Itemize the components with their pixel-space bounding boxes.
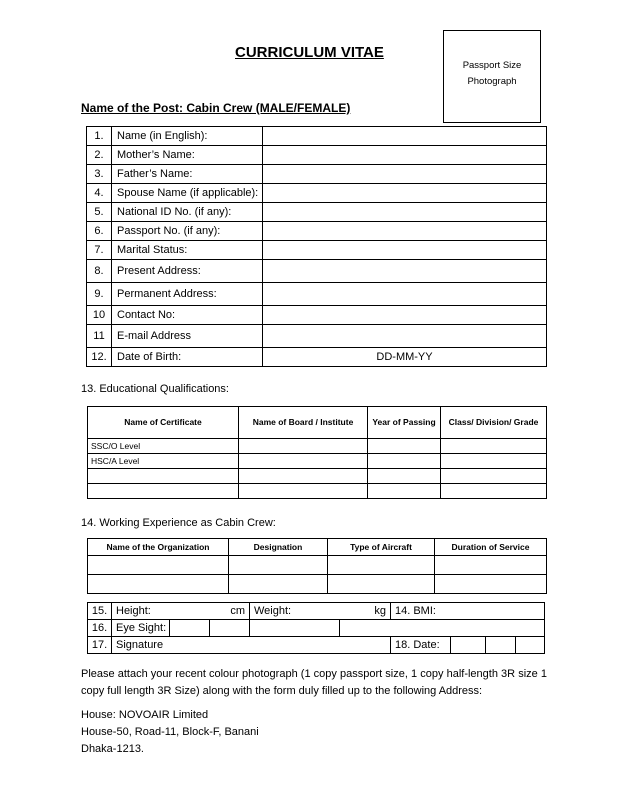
table-row bbox=[88, 469, 547, 484]
table-row bbox=[87, 306, 547, 325]
certificate-cell[interactable] bbox=[88, 469, 239, 484]
table-row bbox=[87, 127, 547, 146]
row-number: 8. bbox=[87, 260, 112, 283]
field-label: Date of Birth: bbox=[112, 348, 263, 367]
work-cell[interactable] bbox=[229, 575, 328, 594]
certificate-cell[interactable]: HSC/A Level bbox=[88, 454, 239, 469]
table-row bbox=[88, 454, 547, 469]
row-number: 5. bbox=[87, 203, 112, 222]
field-value[interactable] bbox=[263, 222, 547, 241]
work-header-designation: Designation bbox=[229, 539, 328, 556]
post-title: Name of the Post: Cabin Crew (MALE/FEMALE) bbox=[81, 101, 351, 115]
personal-info-table bbox=[86, 126, 547, 367]
grade-cell[interactable] bbox=[441, 484, 547, 499]
row-number: 12. bbox=[87, 348, 112, 367]
date-label: 18. Date: bbox=[391, 637, 451, 654]
year-cell[interactable] bbox=[368, 484, 441, 499]
photo-label-line1: Passport Size bbox=[462, 60, 522, 71]
field-value[interactable] bbox=[263, 165, 547, 184]
grade-cell[interactable] bbox=[441, 439, 547, 454]
eye-sight-label: Eye Sight: bbox=[112, 620, 170, 637]
row-number: 9. bbox=[87, 283, 112, 306]
field-label: E-mail Address bbox=[112, 325, 263, 348]
table-row bbox=[87, 222, 547, 241]
table-row bbox=[87, 325, 547, 348]
table-row bbox=[88, 556, 547, 575]
table-row bbox=[87, 260, 547, 283]
table-row bbox=[87, 283, 547, 306]
field-value[interactable] bbox=[263, 203, 547, 222]
field-label: Passport No. (if any): bbox=[112, 222, 263, 241]
height-label: Height: bbox=[116, 605, 151, 617]
photo-label-line2: Photograph bbox=[467, 76, 517, 87]
edu-header-grade: Class/ Division/ Grade bbox=[441, 407, 547, 439]
work-section-label: 14. Working Experience as Cabin Crew: bbox=[81, 517, 276, 529]
work-cell[interactable] bbox=[328, 556, 435, 575]
field-value[interactable] bbox=[263, 184, 547, 203]
board-cell[interactable] bbox=[239, 454, 368, 469]
work-header-organization: Name of the Organization bbox=[88, 539, 229, 556]
weight-field[interactable] bbox=[250, 603, 391, 620]
height-field[interactable] bbox=[112, 603, 250, 620]
row-number: 10 bbox=[87, 306, 112, 325]
address-line: House-50, Road-11, Block-F, Banani bbox=[81, 726, 259, 738]
education-table bbox=[87, 406, 547, 499]
row-number: 6. bbox=[87, 222, 112, 241]
address-line: House: NOVOAIR Limited bbox=[81, 709, 209, 721]
address-line: Dhaka-1213. bbox=[81, 743, 144, 755]
physical-info-table bbox=[87, 602, 545, 654]
work-cell[interactable] bbox=[328, 575, 435, 594]
mailing-address bbox=[81, 707, 259, 758]
height-unit: cm bbox=[230, 605, 245, 617]
field-value[interactable] bbox=[263, 241, 547, 260]
row-number: 4. bbox=[87, 184, 112, 203]
date-cell[interactable] bbox=[516, 637, 545, 654]
year-cell[interactable] bbox=[368, 469, 441, 484]
eye-sight-cell[interactable] bbox=[250, 620, 340, 637]
field-label: Present Address: bbox=[112, 260, 263, 283]
field-label: Contact No: bbox=[112, 306, 263, 325]
table-row bbox=[88, 575, 547, 594]
field-value[interactable] bbox=[263, 283, 547, 306]
field-label: Marital Status: bbox=[112, 241, 263, 260]
work-experience-table bbox=[87, 538, 547, 594]
year-cell[interactable] bbox=[368, 454, 441, 469]
field-label: Spouse Name (if applicable): bbox=[112, 184, 263, 203]
field-value[interactable] bbox=[263, 325, 547, 348]
edu-header-year: Year of Passing bbox=[368, 407, 441, 439]
weight-unit: kg bbox=[374, 605, 386, 617]
table-row bbox=[87, 348, 547, 367]
table-row bbox=[88, 620, 545, 637]
field-value[interactable]: DD-MM-YY bbox=[263, 348, 547, 367]
field-label: Name (in English): bbox=[112, 127, 263, 146]
field-value[interactable] bbox=[263, 306, 547, 325]
row-number: 3. bbox=[87, 165, 112, 184]
row-number: 2. bbox=[87, 146, 112, 165]
education-section-label: 13. Educational Qualifications: bbox=[81, 383, 229, 395]
signature-field[interactable] bbox=[112, 637, 391, 654]
eye-sight-cell[interactable] bbox=[210, 620, 250, 637]
table-row bbox=[88, 484, 547, 499]
field-value[interactable] bbox=[263, 260, 547, 283]
passport-photo-box[interactable] bbox=[443, 30, 541, 123]
field-value[interactable] bbox=[263, 146, 547, 165]
table-row bbox=[87, 184, 547, 203]
work-cell[interactable] bbox=[88, 556, 229, 575]
work-header-aircraft: Type of Aircraft bbox=[328, 539, 435, 556]
grade-cell[interactable] bbox=[441, 454, 547, 469]
row-number: 16. bbox=[88, 620, 112, 637]
weight-label: Weight: bbox=[254, 605, 292, 617]
field-label: National ID No. (if any): bbox=[112, 203, 263, 222]
board-cell[interactable] bbox=[239, 469, 368, 484]
work-cell[interactable] bbox=[88, 575, 229, 594]
work-cell[interactable] bbox=[435, 575, 547, 594]
field-value[interactable] bbox=[263, 127, 547, 146]
work-header-duration: Duration of Service bbox=[435, 539, 547, 556]
certificate-cell[interactable] bbox=[88, 484, 239, 499]
bmi-label: 14. BMI: bbox=[395, 605, 436, 617]
eye-sight-cell[interactable] bbox=[170, 620, 210, 637]
edu-header-board: Name of Board / Institute bbox=[239, 407, 368, 439]
work-cell[interactable] bbox=[435, 556, 547, 575]
board-cell[interactable] bbox=[239, 439, 368, 454]
row-number: 17. bbox=[88, 637, 112, 654]
instructions-text: Please attach your recent colour photograph (1 copy passport size, 1 copy half-length 3R size 1 copy full length 3R Size) along with the form duly filled up to the following Address: bbox=[81, 668, 547, 697]
row-number: 11 bbox=[87, 325, 112, 348]
grade-cell[interactable] bbox=[441, 469, 547, 484]
eye-sight-cell[interactable] bbox=[340, 620, 545, 637]
board-cell[interactable] bbox=[239, 484, 368, 499]
field-label: Father’s Name: bbox=[112, 165, 263, 184]
page-title: CURRICULUM VITAE bbox=[235, 44, 384, 61]
table-row bbox=[88, 439, 547, 454]
table-row bbox=[87, 203, 547, 222]
certificate-cell[interactable]: SSC/O Level bbox=[88, 439, 239, 454]
row-number: 15. bbox=[88, 603, 112, 620]
row-number: 7. bbox=[87, 241, 112, 260]
row-number: 1. bbox=[87, 127, 112, 146]
year-cell[interactable] bbox=[368, 439, 441, 454]
table-row bbox=[87, 241, 547, 260]
table-row bbox=[87, 165, 547, 184]
work-cell[interactable] bbox=[229, 556, 328, 575]
signature-label: Signature bbox=[116, 639, 164, 651]
field-label: Mother’s Name: bbox=[112, 146, 263, 165]
table-row bbox=[88, 603, 545, 620]
edu-header-certificate: Name of Certificate bbox=[88, 407, 239, 439]
date-cell[interactable] bbox=[486, 637, 516, 654]
date-cell[interactable] bbox=[451, 637, 486, 654]
table-row bbox=[88, 637, 545, 654]
table-row bbox=[87, 146, 547, 165]
bmi-field[interactable] bbox=[391, 603, 545, 620]
field-label: Permanent Address: bbox=[112, 283, 263, 306]
